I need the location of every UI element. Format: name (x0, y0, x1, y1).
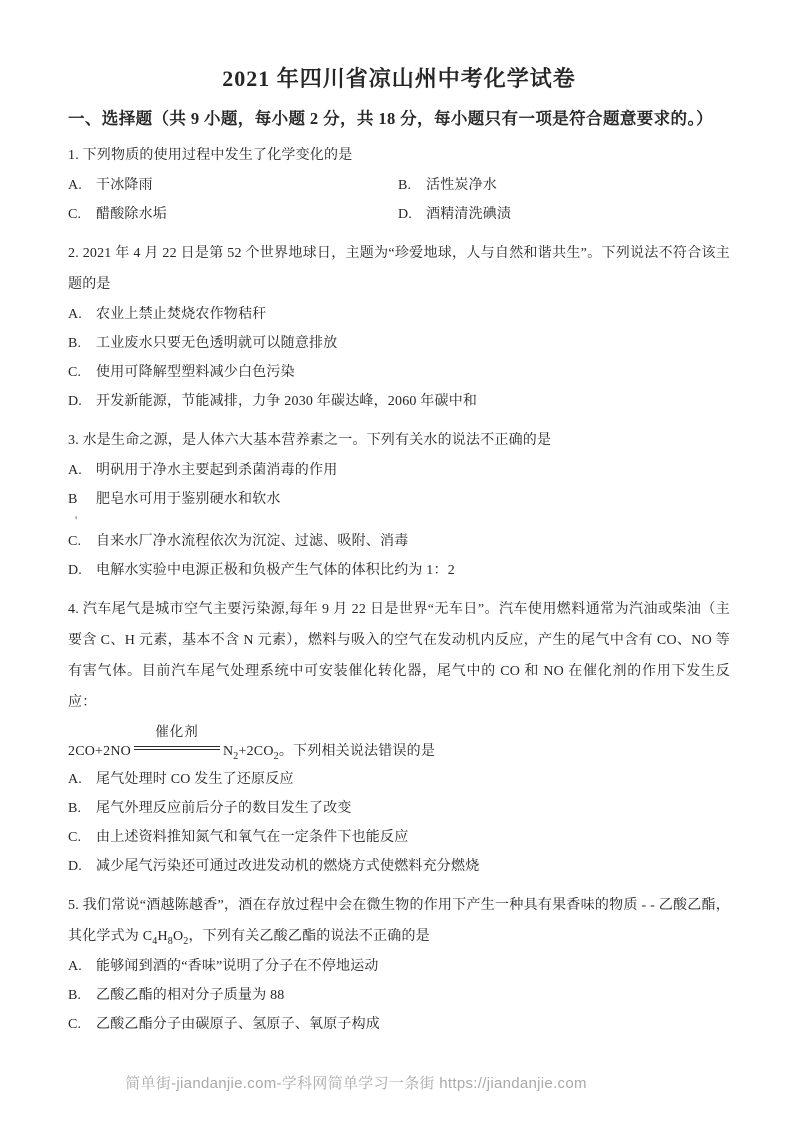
option-row-c (68, 200, 398, 229)
chemical-formula: O (172, 929, 184, 944)
option-label: C. (68, 207, 82, 222)
option-label: C. (68, 830, 82, 845)
option-row-c (68, 823, 730, 852)
option-text: 乙酸乙酯分子由碳原子、氢原子、氧原子构成 (96, 1017, 380, 1032)
equation-right: N (222, 744, 234, 759)
formula-subscript: 8 (167, 935, 173, 947)
option-label: D. (398, 207, 413, 222)
reaction-condition-wrap (134, 724, 220, 751)
option-label: B. (398, 178, 412, 193)
question-4 (68, 594, 730, 881)
option-row-b (68, 329, 730, 358)
option-row-a (68, 300, 730, 329)
reaction-equals-line (134, 746, 220, 750)
reaction-condition: 催化剂 (155, 724, 199, 739)
formula-subscript: 2 (183, 935, 189, 947)
section-heading: 一、选择题（共 9 小题，每小题 2 分，共 18 分，每小题只有一项是符合题意要求的。） (68, 109, 713, 128)
equation-after-text: 。下列相关说法错误的是 (278, 744, 436, 759)
option-row-a (68, 765, 730, 794)
option-label: A. (68, 772, 83, 787)
option-label: B. (68, 801, 82, 816)
chemical-formula: C (142, 929, 153, 944)
option-row-b (68, 794, 730, 823)
option-text: 乙酸乙酯的相对分子质量为 88 (96, 988, 285, 1003)
option-row-c (68, 1010, 730, 1039)
stem-text: ，下列有关乙酸乙酯的说法不正确的是 (188, 929, 430, 944)
option-row-b (68, 485, 730, 514)
question-1-stem: 1. 下列物质的使用过程中发生了化学变化的是 (68, 148, 353, 163)
option-label: B. (68, 336, 82, 351)
option-text: 电解水实验中电源正极和负极产生气体的体积比约为 1：2 (96, 563, 455, 578)
question-2-stem: 2. 2021 年 4 月 22 日是第 52 个世界地球日，主题为“珍爱地球，人与自然和谐共生”。下列说法不符合该主题的是 (68, 246, 730, 292)
option-label: A. (68, 307, 83, 322)
stem-text: 5. 我们常说“酒越陈越香”，酒在存放过程中会在微生物的作用下产生一种具有果香味的物质 - - 乙酸乙酯，其化学式为 (68, 898, 730, 944)
page-title: 2021 年四川省凉山州中考化学试卷 (222, 66, 576, 91)
option-label: B (68, 492, 78, 507)
formula-subscript: 2 (273, 750, 279, 762)
option-row-b (398, 171, 730, 200)
option-text: 由上述资料推知氮气和氧气在一定条件下也能反应 (96, 830, 409, 845)
option-label: C. (68, 534, 82, 549)
option-text: 干冰降雨 (96, 178, 153, 193)
option-text: 明矾用于净水主要起到杀菌消毒的作用 (96, 463, 338, 478)
option-text: 肥皂水可用于鉴别硬水和软水 (96, 492, 281, 507)
option-text: 农业上禁止焚烧农作物秸秆 (96, 307, 267, 322)
option-label: D. (68, 394, 83, 409)
option-row-a (68, 171, 398, 200)
option-row-c (68, 527, 730, 556)
formula-subscript: 2 (233, 750, 239, 762)
option-text: 使用可降解型塑料减少白色污染 (96, 365, 295, 380)
scan-artifact: ' (75, 513, 78, 527)
option-row-d (68, 556, 730, 585)
option-text: 能够闻到酒的“香味”说明了分子在不停地运动 (96, 959, 379, 974)
option-text: 酒精清洗碘渍 (426, 207, 512, 222)
option-row-a (68, 952, 730, 981)
option-text: 活性炭净水 (426, 178, 497, 193)
chemical-formula: H (157, 929, 168, 944)
question-2 (68, 238, 730, 416)
question-5 (68, 890, 730, 1039)
question-3 (68, 425, 730, 585)
footer-watermark: 简单街-jiandanjie.com-学科网简单学习一条街 https://jiandanjie.com (125, 1075, 587, 1092)
option-text: 开发新能源，节能减排，力争 2030 年碳达峰，2060 年碳中和 (96, 394, 478, 409)
option-label: D. (68, 859, 83, 874)
option-label: D. (68, 563, 83, 578)
option-text: 尾气处理时 CO 发生了还原反应 (96, 772, 294, 787)
option-label: A. (68, 463, 83, 478)
option-label: A. (68, 959, 83, 974)
option-text: 自来水厂净水流程依次为沉淀、过滤、吸附、消毒 (96, 534, 409, 549)
option-row-d (68, 852, 730, 881)
question-4-stem: 4. 汽车尾气是城市空气主要污染源,每年 9 月 22 日是世界“无车日”。汽车使用燃料通常为汽油或柴油（主要含 C、H 元素，基本不含 N 元素），燃料与吸入的空气在发动机内反应，产生的尾气中含有 CO、NO 等有害气体。目前汽车尾气处理系统中可安装催化转化器，尾气中的 CO 和 NO 在催化剂的作用下发生反应： (68, 602, 730, 710)
option-row-c (68, 358, 730, 387)
question-5-stem (68, 890, 730, 952)
option-row-d (68, 387, 730, 416)
equation-left: 2CO+2NO (68, 744, 131, 759)
option-text: 减少尾气污染还可通过改进发动机的燃烧方式使燃料充分燃烧 (96, 859, 480, 874)
option-text: 醋酸除水垢 (96, 207, 167, 222)
chemical-equation (68, 720, 730, 765)
option-text: 尾气外理反应前后分子的数目发生了改变 (96, 801, 352, 816)
question-3-stem: 3. 水是生命之源，是人体六大基本营养素之一。下列有关水的说法不正确的是 (68, 433, 552, 448)
question-1 (68, 140, 730, 229)
formula-subscript: 4 (152, 935, 158, 947)
equation-right: +2CO (238, 744, 274, 759)
question-1-options (68, 171, 730, 229)
option-label: C. (68, 365, 82, 380)
option-label: A. (68, 178, 83, 193)
option-row-d (398, 200, 730, 229)
option-label: B. (68, 988, 82, 1003)
option-row-b (68, 981, 730, 1010)
option-label: C. (68, 1017, 82, 1032)
option-text: 工业废水只要无色透明就可以随意排放 (96, 336, 338, 351)
option-row-a (68, 456, 730, 485)
